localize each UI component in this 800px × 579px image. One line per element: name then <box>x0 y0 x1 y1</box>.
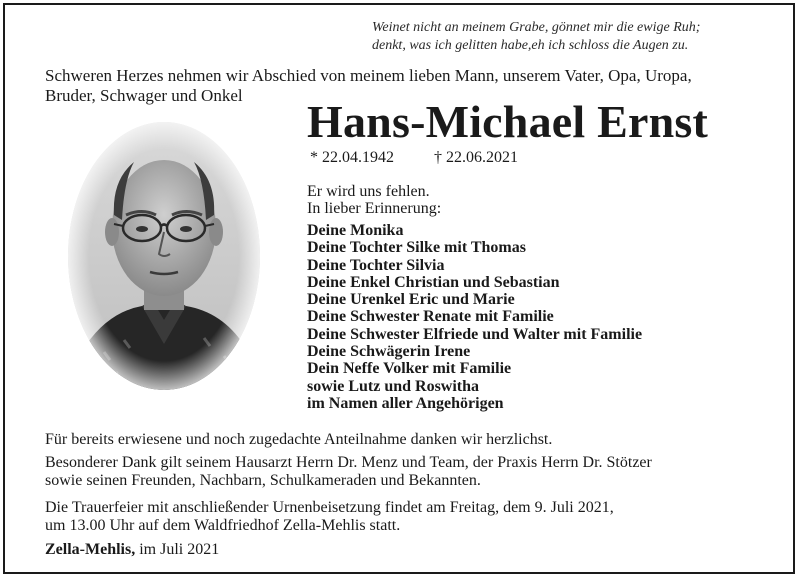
birth-date: * 22.04.1942 <box>310 149 394 166</box>
motto-line: Weinet nicht an meinem Grabe, gönnet mir die ewige Ruh; <box>372 20 701 35</box>
mourners-list <box>307 222 642 412</box>
special-thanks-text <box>45 454 765 490</box>
life-dates <box>310 148 518 168</box>
mourner-entry: Deine Schwägerin Irene <box>307 343 471 361</box>
mourner-entry: Deine Schwester Elfriede und Walter mit Familie <box>307 325 643 343</box>
intro-line: Bruder, Schwager und Onkel <box>45 86 243 105</box>
mourner-entry: Deine Enkel Christian und Sebastian <box>307 273 560 291</box>
funeral-line: Die Trauerfeier mit anschließender Urnenbeisetzung findet am Freitag, dem 9. Juli 2021, <box>45 499 614 516</box>
remembrance-line: In lieber Erinnerung: <box>307 200 442 217</box>
deceased-name: Hans-Michael Ernst <box>307 96 708 147</box>
special-thanks-line: sowie seinen Freunden, Nachbarn, Schulkameraden und Bekannten. <box>45 472 481 489</box>
mourner-entry: Deine Monika <box>307 222 404 239</box>
mourner-entry: Deine Schwester Renate mit Familie <box>307 308 554 326</box>
motto-verse <box>372 19 752 55</box>
place-date: im Juli 2021 <box>135 541 220 558</box>
intro-line: Schweren Herzes nehmen wir Abschied von meinem lieben Mann, unserem Vater, Opa, Uropa, <box>45 66 692 85</box>
mourner-entry: Deine Tochter Silke mit Thomas <box>307 239 526 257</box>
place-town: Zella-Mehlis, <box>45 541 136 558</box>
mourner-entry: Deine Tochter Silvia <box>307 256 445 274</box>
remembrance-text <box>307 183 441 217</box>
mourner-entry: im Namen aller Angehörigen <box>307 394 504 412</box>
special-thanks-line: Besonderer Dank gilt seinem Hausarzt Herrn Dr. Menz und Team, der Praxis Herrn Dr. Stötzer <box>45 454 652 471</box>
thanks-text: Für bereits erwiesene und noch zugedachte Anteilnahme danken wir herzlichst. <box>45 431 553 448</box>
portrait-photo <box>64 120 264 402</box>
place-and-date <box>45 541 219 559</box>
mourner-entry: Dein Neffe Volker mit Familie <box>307 360 512 378</box>
mourner-entry: sowie Lutz und Roswitha <box>307 377 480 395</box>
motto-line: denkt, was ich gelitten habe,eh ich schloss die Augen zu. <box>372 38 689 53</box>
death-date: † 22.06.2021 <box>434 149 518 166</box>
mourner-entry: Deine Urenkel Eric und Marie <box>307 291 515 309</box>
funeral-line: um 13.00 Uhr auf dem Waldfriedhof Zella-Mehlis statt. <box>45 517 401 534</box>
remembrance-line: Er wird uns fehlen. <box>307 183 430 200</box>
funeral-info <box>45 499 765 535</box>
